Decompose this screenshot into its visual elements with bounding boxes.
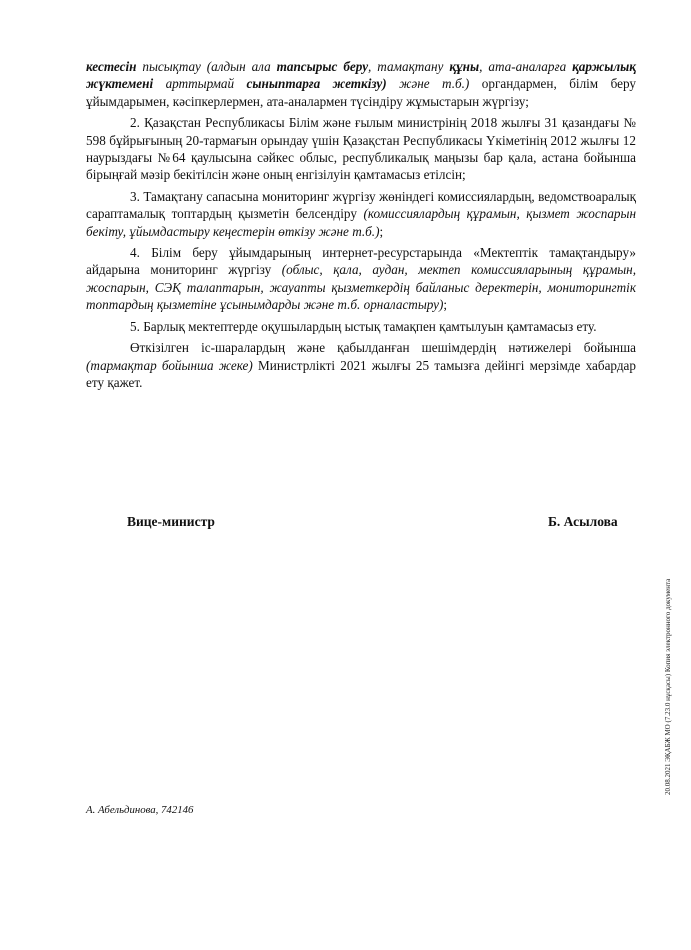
p0-s3: тапсырыс беру [276, 59, 369, 74]
p3-main: 3. Тамақтану сапасына мониторинг жүргізу жөніндегі комиссиялардың, ведомствоаралық сараптамалық топтардың қызметін белсендіру [86, 188, 636, 222]
p4-end: ; [443, 297, 448, 313]
p0-s2: пысықтау (алдын ала [136, 59, 277, 74]
paragraph-6 [86, 339, 636, 391]
p2-text: 2. Қазақстан Республикасы Білім және ғылым министрінің 2018 жылғы 31 қазандағы № 598 бұйрығының 20-тармағын орындау үшін Қазақстан Республикасы Үкіметінің 2012 жылғы 12 наурыздағы №64 қаулысына сәйкес облыс, республикалық маңызы бар қала, астана бойынша бірыңғай мәзір бекітілсін және оның енгізілуін қамтамасыз етілсін; [86, 115, 636, 183]
p0-s1: кестесін [86, 59, 137, 74]
p0-s10: және т.б.) [386, 76, 470, 92]
p4-main: 4. Білім беру ұйымдарының интернет-ресурстарында «Мектептік тамақтандыру» айдарына мониторинг жүргізу [86, 245, 636, 278]
p4-note: (облыс, қала, аудан, мектеп комиссияларының құрамын, жоспарын, СЭҚ талаптарын, жауапты қызметкердің байланыс деректерін, мониторингтік топтардың қызметіне ұсынымдарды және т.б. орналастыру) [86, 262, 637, 313]
p0-s4: , тамақтану [368, 59, 450, 74]
p3-note: (комиссиялардың құрамын, қызмет жоспарын бекіту, ұйымдастыру кеңестерін өткізу және т.б.) [86, 206, 636, 239]
electronic-copy-stamp: 20.08.2021 ЭҚАБЖ МО (7.23.0 нұсқасы) Копия электронного документа [664, 578, 672, 795]
p0-s7: қаржылық жүктемені [86, 59, 636, 92]
p0-s8: арттырмай [153, 76, 247, 92]
paragraph-4 [86, 244, 636, 314]
signatory-name: Б. Асылова [548, 514, 618, 529]
paragraph-5 [86, 318, 636, 335]
p3-end: ; [379, 223, 384, 239]
p0-s5: құны [449, 59, 480, 74]
paragraph-3 [86, 188, 636, 240]
paragraph-2 [86, 114, 636, 184]
p6-end: Министрлікті 2021 жылғы 25 тамызға дейінгі мерзімде хабардар ету қажет. [86, 357, 637, 390]
p0-s6: , ата-аналарға [479, 59, 573, 74]
p5-text: 5. Барлық мектептерде оқушылардың ыстық тамақпен қамтылуын қамтамасыз ету. [130, 318, 597, 334]
executor-line: А. Абельдинова, 742146 [86, 804, 194, 816]
p0-s11: органдармен, білім беру ұйымдарымен, кәсіпкерлермен, ата-аналармен түсіндіру жұмыстарын жүргізу; [86, 76, 636, 109]
paragraph-1-continuation [86, 58, 636, 110]
signatory-position: Вице-министр [127, 514, 215, 529]
p0-s9: сыныптарға жеткізу) [246, 76, 387, 92]
document-body [86, 58, 636, 395]
p6-note: (тармақтар бойынша жеке) [86, 357, 253, 373]
p6-main: Өткізілген іс-шаралардың және қабылданған шешімдердің нәтижелері бойынша [130, 340, 636, 356]
